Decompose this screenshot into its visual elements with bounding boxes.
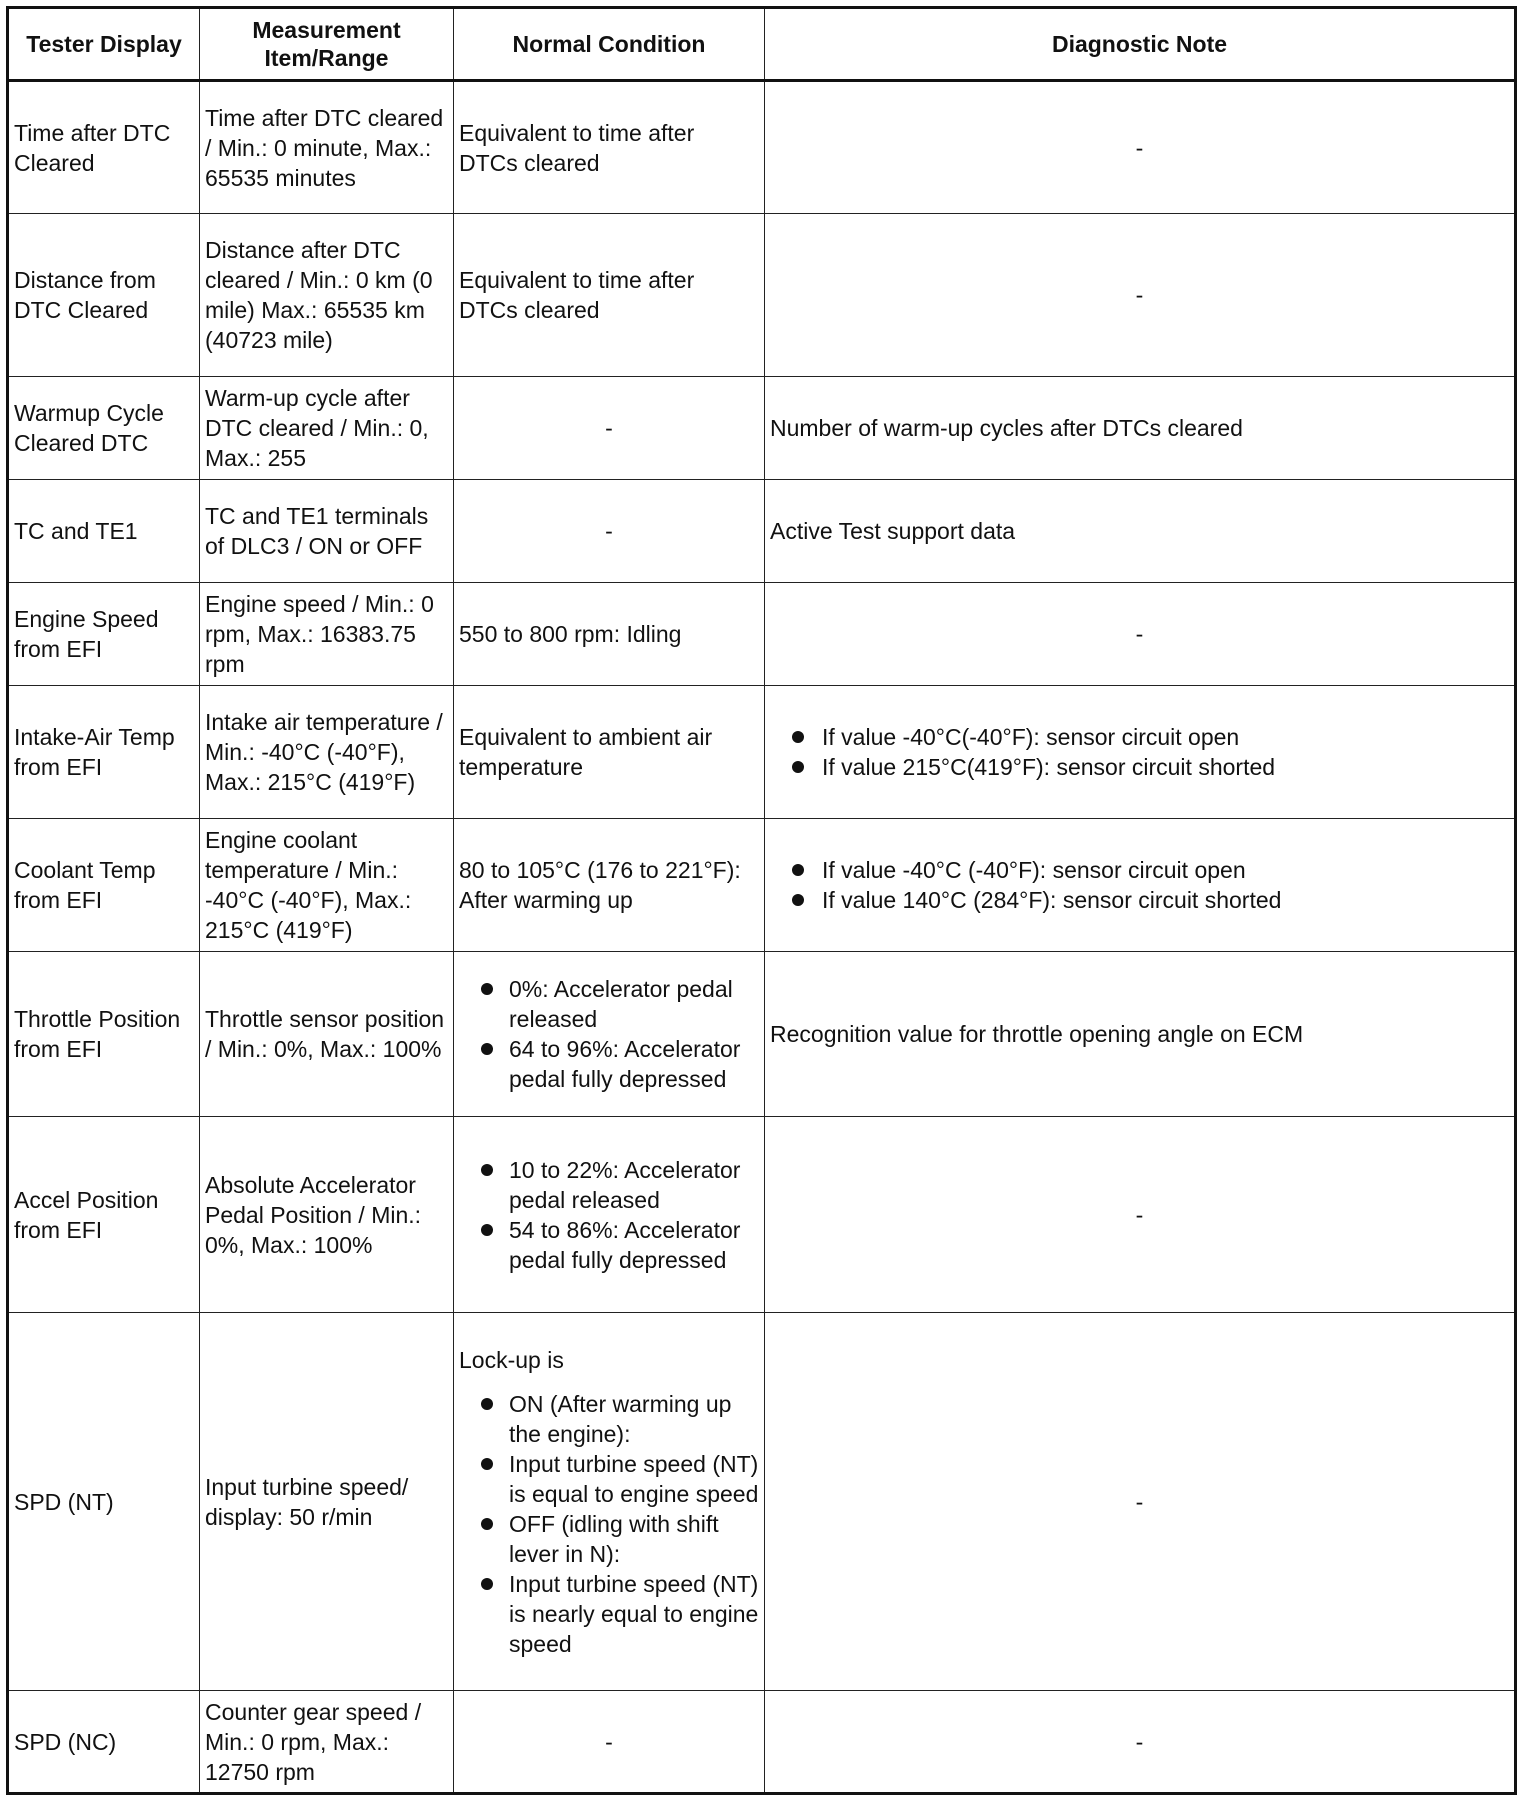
list-item: 10 to 22%: Accelerator pedal released (459, 1155, 759, 1215)
normal-condition-cell (454, 1117, 765, 1313)
list-item: If value 140°C (284°F): sensor circuit shorted (770, 885, 1509, 915)
tester-display-cell: Engine Speed from EFI (8, 583, 200, 686)
normal-condition-cell: - (454, 377, 765, 480)
diagnostic-note-list (770, 855, 1509, 915)
normal-condition-cell: Equivalent to time after DTCs cleared (454, 81, 765, 214)
tester-display-cell: SPD (NC) (8, 1691, 200, 1794)
list-item: OFF (idling with shift lever in N): (459, 1509, 759, 1569)
table-row (8, 1691, 1516, 1794)
diagnostic-note-cell: - (765, 1313, 1516, 1691)
tester-display-cell: Distance from DTC Cleared (8, 214, 200, 377)
data-list-table (6, 6, 1517, 1795)
header-tester-display: Tester Display (8, 8, 200, 81)
measurement-cell: Time after DTC cleared / Min.: 0 minute, Max.: 65535 minutes (200, 81, 454, 214)
normal-condition-cell (454, 1313, 765, 1691)
measurement-cell: Throttle sensor position / Min.: 0%, Max.: 100% (200, 952, 454, 1117)
normal-condition-list (459, 1155, 759, 1275)
list-item: If value 215°C(419°F): sensor circuit shorted (770, 752, 1509, 782)
tester-display-cell: Time after DTC Cleared (8, 81, 200, 214)
list-item: If value -40°C (-40°F): sensor circuit open (770, 855, 1509, 885)
normal-condition-cell: Equivalent to ambient air temperature (454, 686, 765, 819)
measurement-cell: Engine speed / Min.: 0 rpm, Max.: 16383.75 rpm (200, 583, 454, 686)
diagnostic-note-cell: - (765, 214, 1516, 377)
diagnostic-note-cell: Recognition value for throttle opening angle on ECM (765, 952, 1516, 1117)
table-row (8, 1313, 1516, 1691)
normal-condition-cell: Equivalent to time after DTCs cleared (454, 214, 765, 377)
tester-display-cell: Accel Position from EFI (8, 1117, 200, 1313)
diagnostic-note-cell: - (765, 583, 1516, 686)
measurement-cell: Counter gear speed / Min.: 0 rpm, Max.: 12750 rpm (200, 1691, 454, 1794)
normal-condition-intro: Lock-up is (459, 1346, 564, 1373)
diagnostic-note-list (770, 722, 1509, 782)
table-row (8, 1117, 1516, 1313)
measurement-cell: Distance after DTC cleared / Min.: 0 km (0 mile) Max.: 65535 km (40723 mile) (200, 214, 454, 377)
list-item: ON (After warming up the engine): (459, 1389, 759, 1449)
header-diagnostic-note: Diagnostic Note (765, 8, 1516, 81)
measurement-cell: Input turbine speed/ display: 50 r/min (200, 1313, 454, 1691)
normal-condition-cell: - (454, 1691, 765, 1794)
table-row (8, 686, 1516, 819)
list-item: 54 to 86%: Accelerator pedal fully depressed (459, 1215, 759, 1275)
table-row (8, 377, 1516, 480)
tester-display-cell: Warmup Cycle Cleared DTC (8, 377, 200, 480)
normal-condition-cell: - (454, 480, 765, 583)
measurement-cell: TC and TE1 terminals of DLC3 / ON or OFF (200, 480, 454, 583)
measurement-cell: Intake air temperature / Min.: -40°C (-40°F), Max.: 215°C (419°F) (200, 686, 454, 819)
diagnostic-note-cell: Active Test support data (765, 480, 1516, 583)
tester-display-cell: TC and TE1 (8, 480, 200, 583)
diagnostic-note-cell: - (765, 1691, 1516, 1794)
table-row (8, 583, 1516, 686)
table-row (8, 81, 1516, 214)
measurement-cell: Engine coolant temperature / Min.: -40°C (-40°F), Max.: 215°C (419°F) (200, 819, 454, 952)
table-row (8, 952, 1516, 1117)
normal-condition-cell: 80 to 105°C (176 to 221°F): After warming up (454, 819, 765, 952)
list-item: 64 to 96%: Accelerator pedal fully depressed (459, 1034, 759, 1094)
diagnostic-note-cell: Number of warm-up cycles after DTCs cleared (765, 377, 1516, 480)
normal-condition-list (459, 1389, 759, 1659)
table-row (8, 819, 1516, 952)
diagnostic-note-cell: - (765, 81, 1516, 214)
measurement-cell: Warm-up cycle after DTC cleared / Min.: 0, Max.: 255 (200, 377, 454, 480)
normal-condition-cell (454, 952, 765, 1117)
list-item: 0%: Accelerator pedal released (459, 974, 759, 1034)
diagnostic-note-cell: - (765, 1117, 1516, 1313)
header-measurement: Measurement Item/Range (200, 8, 454, 81)
list-item: Input turbine speed (NT) is nearly equal to engine speed (459, 1569, 759, 1659)
normal-condition-cell: 550 to 800 rpm: Idling (454, 583, 765, 686)
table-row (8, 480, 1516, 583)
list-item: If value -40°C(-40°F): sensor circuit open (770, 722, 1509, 752)
tester-display-cell: Coolant Temp from EFI (8, 819, 200, 952)
tester-display-cell: SPD (NT) (8, 1313, 200, 1691)
diagnostic-note-cell (765, 686, 1516, 819)
header-normal-condition: Normal Condition (454, 8, 765, 81)
tester-display-cell: Throttle Position from EFI (8, 952, 200, 1117)
measurement-cell: Absolute Accelerator Pedal Position / Min.: 0%, Max.: 100% (200, 1117, 454, 1313)
diagnostic-note-cell (765, 819, 1516, 952)
data-list-table-container (6, 6, 1514, 1795)
header-row (8, 8, 1516, 81)
tester-display-cell: Intake-Air Temp from EFI (8, 686, 200, 819)
table-row (8, 214, 1516, 377)
normal-condition-list (459, 974, 759, 1094)
list-item: Input turbine speed (NT) is equal to engine speed (459, 1449, 759, 1509)
